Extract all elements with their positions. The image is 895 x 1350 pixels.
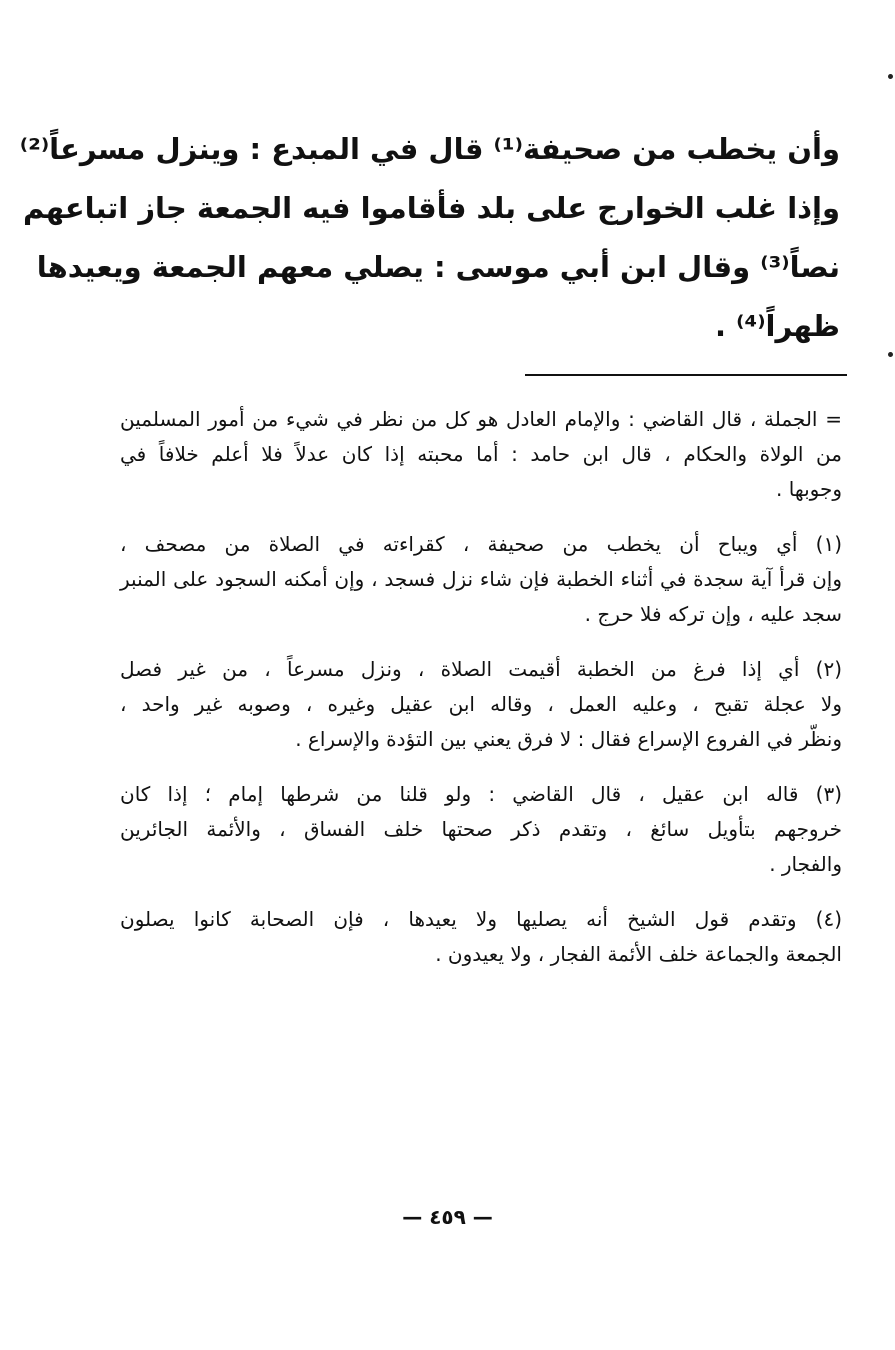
footnote-4 (120, 902, 842, 972)
footnote-line: من الولاة والحكام ، قال ابن حامد : أما محبته إذا كان عدلاً فلا أعلم خلافاً في (120, 442, 842, 466)
footnote-line: وجوبها . (776, 477, 842, 501)
main-text (19, 120, 840, 356)
footnotes (120, 402, 842, 992)
footnote-line: والفجار . (769, 852, 842, 876)
footnote-line: خروجهم بتأويل سائغ ، وتقدم ذكر صحتها خلف الفساق ، والأئمة الجائرين (120, 817, 842, 841)
footnote-line: ونظّر في الفروع الإسراع فقال : لا فرق يعني بين التؤدة والإسراع . (295, 727, 842, 751)
footnote-2 (120, 652, 842, 757)
footnote-continued (120, 402, 842, 507)
footnote-line: ولا عجلة تقبح ، وعليه العمل ، وقاله ابن عقيل وغيره ، وصوبه غير واحد ، (120, 692, 842, 716)
main-text-line: نصاً⁽³⁾ وقال ابن أبي موسى : يصلي معهم الجمعة ويعيدها (36, 250, 840, 284)
footnote-line: (٢) أي إذا فرغ من الخطبة أقيمت الصلاة ، ونزل مسرعاً ، من غير فصل (120, 657, 842, 681)
main-text-line: وأن يخطب من صحيفة⁽¹⁾ قال في المبدع : وينزل مسرعاً⁽²⁾ (19, 132, 840, 166)
footnote-line: (٣) قاله ابن عقيل ، قال القاضي : ولو قلنا من شرطها إمام ؛ إذا كان (120, 782, 842, 806)
main-text-line: ظهراً⁽⁴⁾ . (715, 309, 840, 343)
edge-mark (888, 74, 893, 79)
footnote-line: الجمعة والجماعة خلف الأئمة الفجار ، ولا يعيدون . (435, 942, 842, 966)
edge-mark (888, 352, 893, 357)
footnote-separator (525, 374, 847, 376)
footnote-line: (١) أي ويباح أن يخطب من صحيفة ، كقراءته في الصلاة من مصحف ، (120, 532, 842, 556)
footnote-line: وإن قرأ آية سجدة في أثناء الخطبة فإن شاء نزل فسجد ، وإن أمكنه السجود على المنبر (120, 567, 842, 591)
footnote-1 (120, 527, 842, 632)
footnote-3 (120, 777, 842, 882)
footnote-line: = الجملة ، قال القاضي : والإمام العادل هو كل من نظر في شيء من أمور المسلمين (120, 407, 842, 431)
page-number: — ٤٥٩ — (402, 1205, 493, 1229)
footnote-line: سجد عليه ، وإن تركه فلا حرج . (584, 602, 842, 626)
main-text-line: وإذا غلب الخوارج على بلد فأقاموا فيه الجمعة جاز اتباعهم (22, 191, 840, 225)
footnote-line: (٤) وتقدم قول الشيخ أنه يصليها ولا يعيدها ، فإن الصحابة كانوا يصلون (120, 907, 842, 931)
